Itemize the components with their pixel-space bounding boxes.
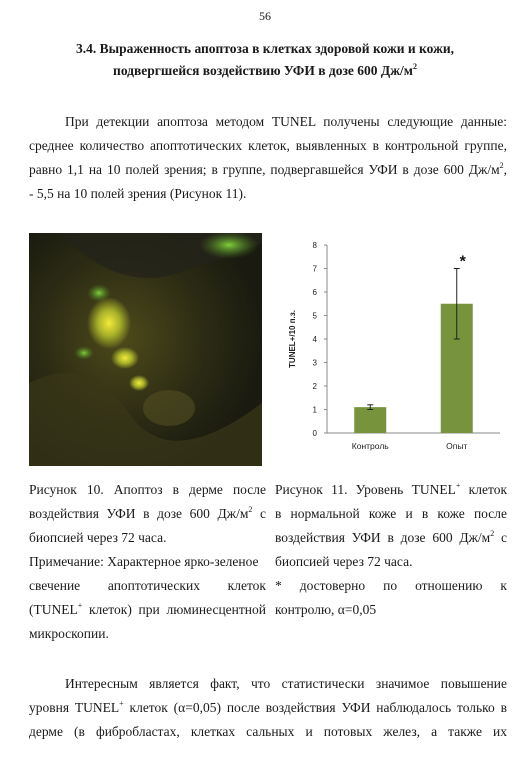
intro-paragraph: [29, 110, 507, 206]
fig10-line-2: [29, 502, 266, 526]
intro-superscript: 2: [499, 161, 504, 170]
y-tick-label: 4: [312, 335, 317, 344]
intro-line-3-text: равно 1,1 на 10 полей зрения; в группе, подвергавшейся УФИ в дозе 600 Дж/м: [29, 162, 500, 177]
x-tick-label: Опыт: [446, 441, 468, 451]
y-axis-label: TUNEL+/10 п.з.: [288, 310, 297, 368]
fig10-line-2-text: воздействия УФИ в дозе 600 Дж/м: [29, 506, 249, 521]
fig11-line-1-text: Рисунок 11. Уровень TUNEL: [275, 482, 456, 497]
fig10-note-line-4: микроскопии.: [29, 626, 109, 641]
fig11-line-3-end: с: [494, 530, 507, 545]
fig10-superscript: 2: [248, 505, 253, 514]
fig11-line-1: [275, 478, 507, 502]
intro-line-3-end: ,: [503, 162, 507, 177]
figure-10-caption: [29, 478, 266, 646]
closing-line-2: [29, 696, 507, 720]
fig10-line-3: биопсией через 72 часа.: [29, 530, 167, 545]
y-tick-label: 0: [312, 429, 317, 438]
heading-superscript: 2: [412, 62, 417, 71]
fig11-line-2: в нормальной коже и в коже после: [275, 506, 507, 521]
intro-line-1: При детекции апоптоза методом TUNEL получены следующие данные:: [65, 114, 507, 129]
closing-superscript: +: [119, 699, 124, 708]
fig10-note-line-3-end: клеток) при люминесцентной: [82, 602, 266, 617]
fig11-line-4: биопсией через 72 часа.: [275, 554, 413, 569]
closing-line-1: Интересным является факт, что статистически значимое повышение: [65, 676, 507, 691]
y-tick-label: 8: [312, 241, 317, 250]
tunel-bar-chart: [275, 233, 515, 463]
y-tick-label: 7: [312, 264, 317, 274]
fig11-note-line-2: контролю, α=0,05: [275, 602, 377, 617]
fig11-line-1-end: клеток: [460, 482, 508, 497]
fig11-note-line-1: * достоверно по отношению к: [275, 578, 507, 593]
fig11-line-3: [275, 526, 507, 550]
fig10-note-line-2: свечение апоптотических клеток: [29, 578, 266, 593]
x-tick-label: Контроль: [351, 441, 389, 451]
y-tick-label: 3: [312, 358, 317, 368]
fig10-line-2-end: с: [252, 506, 266, 521]
y-tick-label: 2: [312, 382, 317, 391]
fig11-line-3-text: воздействия УФИ в дозе 600 Дж/м: [275, 530, 491, 545]
fig11-superscript: +: [455, 481, 461, 490]
bar: [354, 407, 386, 433]
y-tick-label: 5: [312, 311, 317, 321]
figure-11-caption: [275, 478, 507, 622]
closing-paragraph: [29, 672, 507, 744]
fig11-superscript-2: 2: [490, 529, 495, 538]
intro-line-2: среднее количество апоптотических клеток, выявленных в контрольной группе,: [29, 138, 507, 153]
y-tick-label: 6: [312, 288, 317, 297]
significance-marker: *: [459, 253, 466, 271]
fig10-note-line-3-text: (TUNEL: [29, 602, 78, 617]
page-number: 56: [259, 9, 271, 23]
fig10-note-line-3: [29, 598, 266, 622]
heading-line-2-text: подвергшейся воздействию УФИ в дозе 600 Дж/м: [113, 63, 413, 78]
fig10-note-line-1: Примечание: Характерное ярко-зеленое: [29, 554, 259, 569]
closing-line-2-end: клеток (α=0,05) после воздействия УФИ наблюдалось только в: [123, 700, 508, 715]
y-tick-label: 1: [312, 405, 317, 415]
section-heading: [40, 38, 490, 82]
closing-line-3: дерме (в фибробластах, клетках сальных и потовых желез, а также их: [29, 724, 507, 739]
fig10-note-superscript: +: [77, 601, 83, 610]
heading-line-2: [40, 60, 490, 82]
intro-line-4: - 5,5 на 10 полей зрения (Рисунок 11).: [29, 186, 247, 201]
intro-line-3: [29, 158, 507, 182]
closing-line-2-text: уровня TUNEL: [29, 700, 120, 715]
fluorescence-micrograph: [29, 233, 262, 466]
fig10-line-1: Рисунок 10. Апоптоз в дерме после: [29, 482, 266, 497]
heading-line-1: 3.4. Выраженность апоптоза в клетках здоровой кожи и кожи,: [75, 41, 455, 56]
